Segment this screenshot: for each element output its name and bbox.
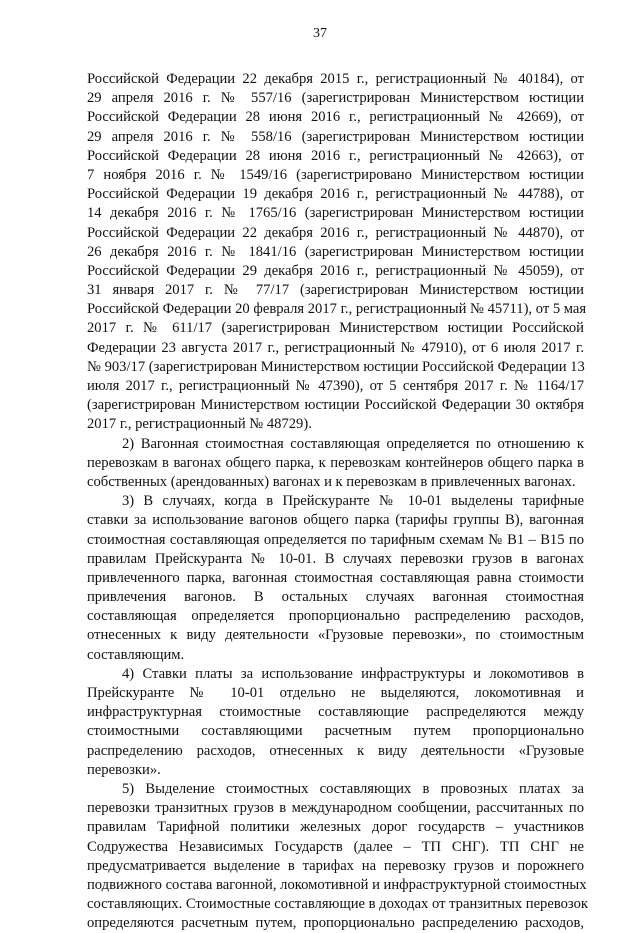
text-line: 26 декабря 2016 г. № 1841/16 (зарегистрирован Министерством юстиции (87, 243, 584, 260)
text-line: определяются расчетным путем, пропорционально распределению расходов, (87, 915, 584, 932)
body-text (87, 70, 588, 933)
text-line: 5) Выделение стоимостных составляющих в провозных платах за (122, 780, 584, 797)
text-line: Содружества Независимых Государств (далее – ТП СНГ). ТП СНГ не (87, 838, 584, 855)
text-line: Российской Федерации 29 декабря 2016 г., регистрационный № 45059), от (87, 262, 584, 279)
text-line: составляющая определяется пропорционально распределению расходов, (87, 608, 584, 625)
text-line: 31 января 2017 г. № 77/17 (зарегистрирован Министерством юстиции (87, 282, 584, 299)
text-line: стоимостными составляющими расчетным путем пропорционально (87, 723, 584, 740)
text-line: Российской Федерации 20 февраля 2017 г., регистрационный № 45711), от 5 мая (87, 301, 587, 318)
text-line: 3) В случаях, когда в Прейскуранте № 10-01 выделены тарифные (122, 493, 584, 510)
text-line: Российской Федерации 28 июня 2016 г., регистрационный № 42663), от (87, 147, 584, 164)
text-line: 14 декабря 2016 г. № 1765/16 (зарегистрирован Министерством юстиции (87, 205, 584, 222)
text-line: составляющих. Стоимостные составляющие в доходах от транзитных перевозок (87, 896, 588, 913)
text-line: № 903/17 (зарегистрирован Министерством юстиции Российской Федерации 13 (87, 358, 585, 375)
text-line: распределению расходов, отнесенных к виду деятельности «Грузовые (87, 742, 584, 759)
text-line: (зарегистрирован Министерством юстиции Российской Федерации 30 октября (87, 397, 584, 414)
text-line: 7 ноября 2016 г. № 1549/16 (зарегистрировано Министерством юстиции (87, 166, 584, 183)
text-line: Российской Федерации 22 декабря 2015 г., регистрационный № 40184), от (87, 71, 584, 87)
text-line: привлечения вагонов. В остальных случаях вагонная стоимостная (87, 589, 584, 606)
text-line: отнесенных к виду деятельности «Грузовые перевозки», по стоимостным (87, 627, 584, 644)
text-line: Федерации 23 августа 2017 г., регистрационный № 47910), от 6 июля 2017 г. (87, 339, 584, 356)
text-line: июля 2017 г., регистрационный № 47390), от 5 сентября 2017 г. № 1164/17 (87, 378, 584, 394)
text-line: предусматривается выделение в тарифах на перевозку грузов и порожнего (87, 857, 584, 874)
text-line: стоимостная составляющая определяется по тарифным схемам № В1 – В15 по (87, 531, 584, 548)
text-line: 2017 г., регистрационный № 48729). (87, 416, 312, 433)
text-line: инфраструктурная стоимостные составляющие распределяются между (87, 704, 584, 721)
text-line: перевозки». (87, 761, 161, 778)
text-line: Российской Федерации 22 декабря 2016 г., регистрационный № 44870), от (87, 224, 584, 241)
text-line: 2017 г. № 611/17 (зарегистрирован Министерством юстиции Российской (87, 320, 584, 337)
text-line: 29 апреля 2016 г. № 557/16 (зарегистрирован Министерством юстиции (87, 90, 584, 107)
text-line: правилам Тарифной политики железных дорог государств – участников (87, 819, 584, 836)
text-line: составляющим. (87, 646, 185, 663)
text-line: подвижного состава вагонной, локомотивной и инфраструктурной стоимостных (87, 876, 587, 893)
text-line: ставки за использование вагонов общего парка (тарифы группы В), вагонная (87, 512, 584, 529)
text-line: 29 апреля 2016 г. № 558/16 (зарегистрирован Министерством юстиции (87, 128, 584, 145)
text-line: Российской Федерации 28 июня 2016 г., регистрационный № 42669), от (87, 109, 584, 126)
page-number: 37 (313, 26, 327, 41)
text-line: привлеченного парка, вагонная стоимостная составляющая равна стоимости (87, 569, 584, 586)
text-line: 2) Вагонная стоимостная составляющая определяется по отношению к (122, 435, 584, 452)
text-line: собственных (арендованных) вагонах и к перевозкам в привлеченных вагонах. (87, 473, 576, 490)
text-line: 4) Ставки платы за использование инфраструктуры и локомотивов в (122, 665, 584, 682)
text-line: перевозкам в вагонах общего парка, к перевозкам контейнеров общего парка в (87, 454, 584, 471)
text-line: правилам Прейскуранта № 10-01. В случаях перевозки грузов в вагонах (87, 550, 584, 567)
text-line: Российской Федерации 19 декабря 2016 г., регистрационный № 44788), от (87, 186, 584, 203)
text-line: Прейскуранте № 10-01 отдельно не выделяются, локомотивная и (87, 685, 584, 701)
text-line: перевозки транзитных грузов в международном сообщении, рассчитанных по (87, 800, 584, 817)
